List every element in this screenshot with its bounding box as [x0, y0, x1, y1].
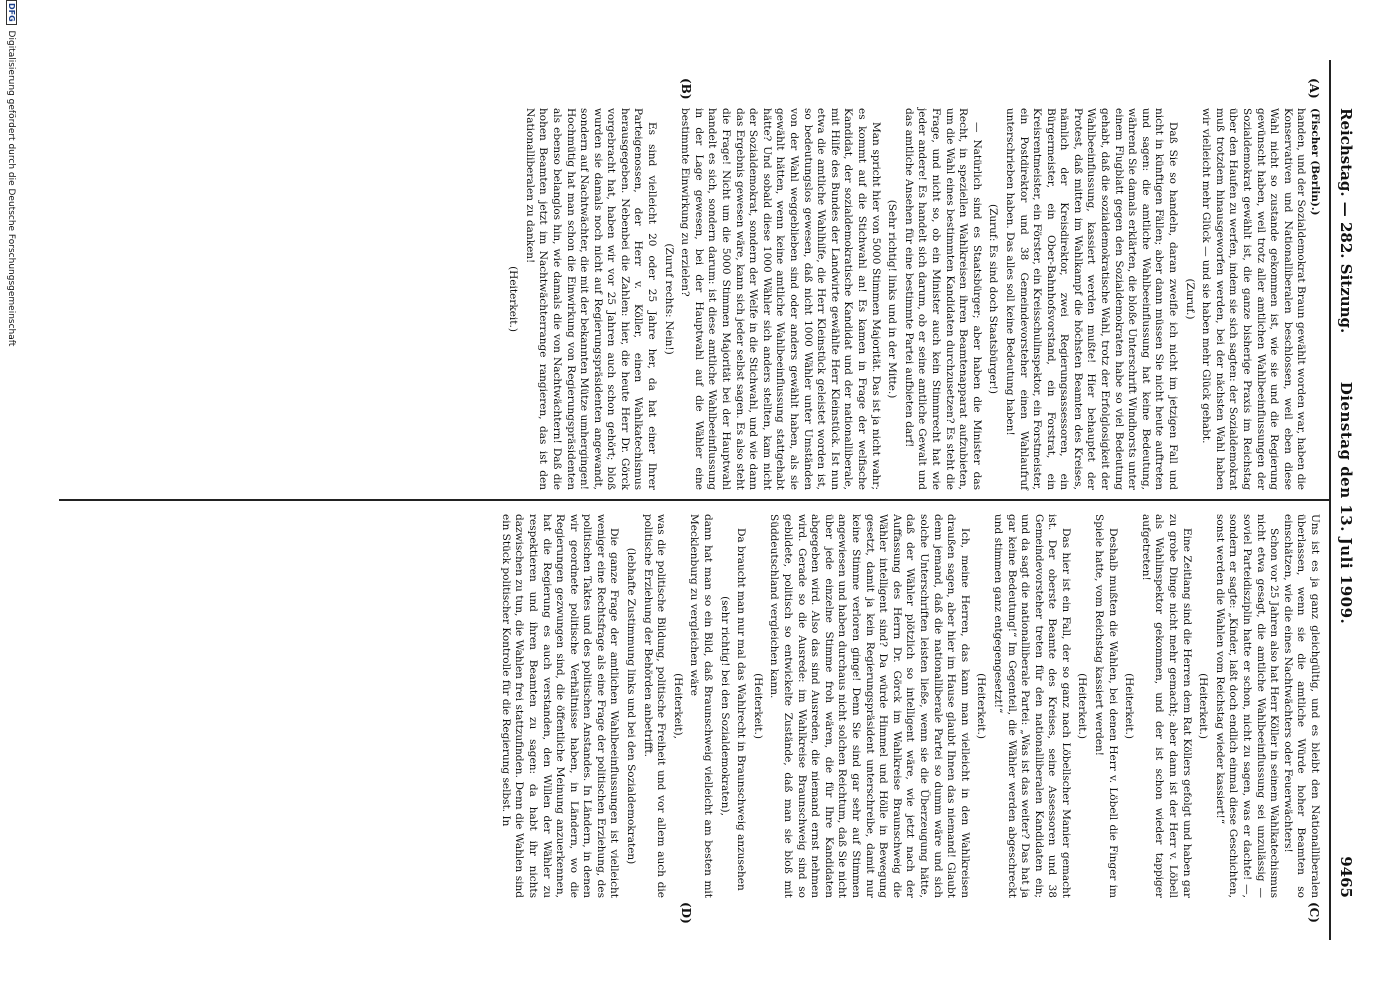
left-column: [503, 108, 1321, 490]
interjection: (lebhafte Zustimmung links und bei den Sozialdemokraten): [625, 547, 638, 865]
footer-text: Digitalisierung gefördert durch die Deutsche Forschungsgemeinschaft: [6, 30, 16, 347]
paragraph: Man spricht hier von 5000 Stimmen Majorität. Das ist ja nicht wahr; es kommt auf die Stichwahl an! Es kamen in Frage der welfische Kandidat, der sozialdemokratische Kandidat und der nationalliberale, mit Hilfe des Bundes der Landwirte gewählte Herr Kleinstück. Ist nun etwa die amtliche Wahlhilfe, die Herr Kleinstück geleistet worden ist, so bedeutungslos gewesen, daß nicht 1000 Wähler unter Umständen von der Wahl weggeblieben sind oder anders gewählt haben, als sie gewählt hätten, wenn keine amtliche Wahlbeeinflussung stattgehabt hätte? Und sobald diese 1000 Wähler sich anders stellten, kam nicht der Sozialdemokrat, sondern der Welfe in die Stichwahl, und wie dann das Ergebnis gewesen wäre, kann sich jeder selbst sagen. Es also steht die Frage! Nicht um die 5000 Stimmen Majorität bei der Hauptwahl handelt es sich, sondern darum: ist diese amtliche Wahlbeeinflussung in der Lage gewesen, bei der Hauptwahl auf die Wähler eine bestimmte Einwirkung zu erzielen?: [679, 108, 882, 490]
paragraph: Da braucht man nur mal das Wahlrecht in Braunschweig anzusehen: [735, 528, 748, 891]
paragraph: Die ganze Frage der amtlichen Wahlbeeinflussungen ist vielleicht weniger eine Rechtsfrage als eine Frage der politischen Erziehung, des politischen Taktes und des politischen Anstandes. In Ländern, in denen wir geordnete politische Verhältnisse haben, in Ländern, wo die Regierungen gezwungen sind, die öffentliche Meinung anzuerkennen, hat die Regierung es auch verstanden, den Willen der Wähler zu respektieren und ihren Beamten zu sagen: da habt ihr nichts dazwischen zu tun, die Wahlen frei stattzufinden. Denn die Wahlen sind ein Stück politischer Kontrolle für die Regierung selbst. In: [499, 514, 621, 898]
paragraph: Eine Zeitlang sind die Herren dem Rat Köllers gefolgt und haben gar zu grobe Dinge nicht mehr gemacht; aber dann ist der Herr v. Löbell als Wahlinspektor gekommen, und der ist schon wieder tappiger aufgetreten!: [1139, 514, 1193, 898]
margin-mark-a: (A): [1307, 78, 1321, 99]
paragraph: Es sind vielleicht 20 oder 25 Jahre her, da hat einer Ihrer Parteigenossen, der Herr v. Köller, einen Wahlkatechismus herausgegeben. Nebenbei die Zahlen: hier, die heute Herr Dr. Görck vorgebracht hat, haben wir vor 25 Jahren auch schon gehört; bloß wurden sie damals noch nicht auf Regierungspräsidenten angewandt, sondern auf Nachtwächter, die mit der bekannten Mütze umhergingen! Hochmütig hat man schon die Einwirkung von Regierungspräsidenten als ebenso belanglos hin, wie damals die von Nachtwächtern! Daß die hohen Beamten jetzt im Nachtwächterrange rangieren, das ist den Nationalliberalen zu danken!: [523, 108, 659, 490]
margin-mark-b: (B): [679, 78, 693, 100]
paragraph: Ich, meine Herren, das kann man vielleicht in den Wahlkreisen draußen sagen, aber hier im Hause glaubt Ihnen das niemand! Glaubt denn jemand, daß die nationalliberale Partei so dumm wäre und sich solche Unterschriften leisten ließe, wenn sie die Überzeugung hätte, daß der Wähler plötzlich so intelligent wäre, wie jetzt nach der Auffassung des Herrn Dr. Görck im Wahlkreise Braunschweig die Wähler intelligent sind? Da würde Himmel und Hölle in Bewegung gesetzt, damit ja kein Regierungspräsident unterschreibe, damit nur keine Stimme verloren ginge! Denn Sie sind gar sehr auf Stimmen angewiesen und haben durchaus nicht solchen Reichtum, daß Sie nicht über jede einzelne Stimme froh wären, die für Ihre Kandidaten abgegeben wird. Also das sind Ausreden, die niemand ernst nehmen wird. Gerade so die Ausrede: im Wahlkreise Braunschweig sind so gebildete, politisch so entwickelte Zustände, daß man sie bloß mit Süddeutschland vergleichen kann.: [768, 514, 971, 898]
interjection: (Heiterkeit.): [1076, 673, 1089, 739]
interjection: (Heiterkeit.): [751, 673, 764, 739]
interjection: (sehr richtig! bei den Sozialdemokraten),: [718, 596, 731, 816]
paragraph: dann hat man so ein Bild, daß Braunschweig vielleicht am besten mit Mecklenburg zu vergleichen wäre: [688, 514, 715, 898]
header-left: Reichstag. — 282. Sitzung.: [1337, 108, 1355, 334]
digitization-footer: [6, 0, 17, 1000]
paragraph: Deshalb mußten die Wahlen, bei denen Herr v. Löbell die Finger im Spiele hatte, vom Reichstag kassiert werden!: [1093, 514, 1119, 898]
interjection: (Heiterkeit.): [975, 673, 988, 739]
interjection: (Heiterkeit.): [1197, 673, 1210, 739]
speaker-name: (Fischer (Berlin).): [1309, 108, 1321, 216]
interjection: (Heiterkeit),: [671, 673, 684, 739]
paragraph: Das hier ist ein Fall, der so ganz nach Löbellscher Manier gemacht ist. Der oberste Beamte des Kreises, seine Assessoren und 38 Gemeindevorsteher treten für den nationalliberalen Kandidaten ein; und da sagt die nationalliberale Partei: „Was ist das weiter? Das hat ja gar keine Bedeutung!“ Im Gegenteil, die Wähler werden abgeschreckt und stimmen ganz entgegengesetzt!“: [991, 514, 1072, 898]
dfg-logo-icon: DFG: [6, 0, 17, 25]
header-rule: [1329, 60, 1331, 940]
interjection: (Heiterkeit.): [507, 266, 520, 332]
interjection: (Zuruf.): [1183, 278, 1196, 320]
right-column: [498, 514, 1321, 898]
paragraph: was die politische Bildung, politische Freiheit und vor allem auch die politische Erziehung der Behörden anbetrifft.: [641, 514, 668, 898]
margin-mark-c: (C): [1307, 902, 1321, 923]
paragraph: Uns ist es ja ganz gleichgültig, und es bleibt den Nationalliberalen überlassen, wenn sie die amtliche Würde hoher Beamten so einschätzen, wie die eines Nachtwächters oder Feuerwächters!: [1281, 514, 1321, 898]
margin-mark-d: (D): [679, 902, 693, 924]
column-divider: [59, 499, 1329, 501]
paragraph: Daß Sie so handeln, daran zweifle ich nicht im jetzigen Fall und nicht in künftigen Fällen; aber dann müssen Sie nicht heute auftreten und sagen: die amtliche Wahlbeeinflussung hat keine Bedeutung, während Sie damals erklärten, die bloße Unterschrift Windhorsts unter einem Flugblatt gegen den Sozialdemokraten habe so viel Bedeutung gehabt, daß die sozialdemokratische Wahl, trotz der Erfolglosigkeit der Wahlbeeinflussung, kassiert werden mußte! Hier behauptet der Protest, daß mitten im Wahlkampf die höchsten Beamten des Kreises, nämlich der Kreisdirektor, zwei Regierungsassessoren, ein Bürgermeister, ein Ober-Bahnhofsvorstand, ein Forstrat, ein Kreisrentmeister, ein Förster, ein Kreisschulinspektor, ein Forstmeister, ein Postdirektor und 38 Gemeindevorsteher einen Wahlaufruf unterschrieben haben. Das alles soll keine Bedeutung haben!: [1003, 108, 1180, 490]
interjection: (Zuruf rechts: Nein!): [662, 243, 675, 355]
paragraph: handen, und der Sozialdemokrat Braun gewählt worden war, haben die Konservativen und Nationalliberalen beschlossen, weil eben diese Wahl nicht so zustande gekommen ist, wie sie und die Regierung gewünscht haben, weil trotz aller amtlichen Wahlbeeinflussungen der Sozialdemokrat gewählt ist, die ganze bisherige Praxis im Reichstag über den Haufen zu werfen, indem sie sich sagten: der Sozialdemokrat muß trotzdem hinausgeworfen werden, bei der nächsten Wahl haben wir vielleicht mehr Glück — und sie haben mehr Glück gehabt.: [1200, 108, 1308, 490]
interjection: (Sehr richtig! links und in der Mitte.): [886, 199, 899, 399]
page-header: [1333, 108, 1355, 898]
page-number: 9465: [1337, 856, 1355, 898]
header-middle: Dienstag den 13. Juli 1909.: [1337, 381, 1355, 625]
interjection: (Heiterkeit.): [1123, 673, 1136, 739]
paragraph: Schon vor 25 Jahren also hat Herr Köller in seinem Wahlkatechismus nicht etwa gesagt, die amtliche Wahlbeeinflussung sei unzulässig — soviel Parteidisziplin hatte er schon, nicht zu sagen, was er dachte! —, sondern er sagte: „Kinder, laßt doch endlich einmal diese Geschichten, sonst werden die Wahlen vom Reichstag wieder kassiert!“: [1213, 514, 1281, 898]
paragraph: — Natürlich sind es Staatsbürger; aber haben die Minister das Recht, in speziellen Wahlkreisen ihren Beamtenapparat aufzubieten, um die Wahl eines bestimmten Kandidaten durchzusetzen? Es steht die Frage, und nicht so, ob ein Minister auch kein Stimmrecht hat wie jeder andere! Es handelt sich darum, ob er seine amtliche Gewalt und das amtliche Ansehen für eine bestimmte Partei aufbieten darf!: [902, 108, 983, 490]
interjection: (Zuruf: Es sind doch Staatsbürger!): [987, 204, 1000, 394]
